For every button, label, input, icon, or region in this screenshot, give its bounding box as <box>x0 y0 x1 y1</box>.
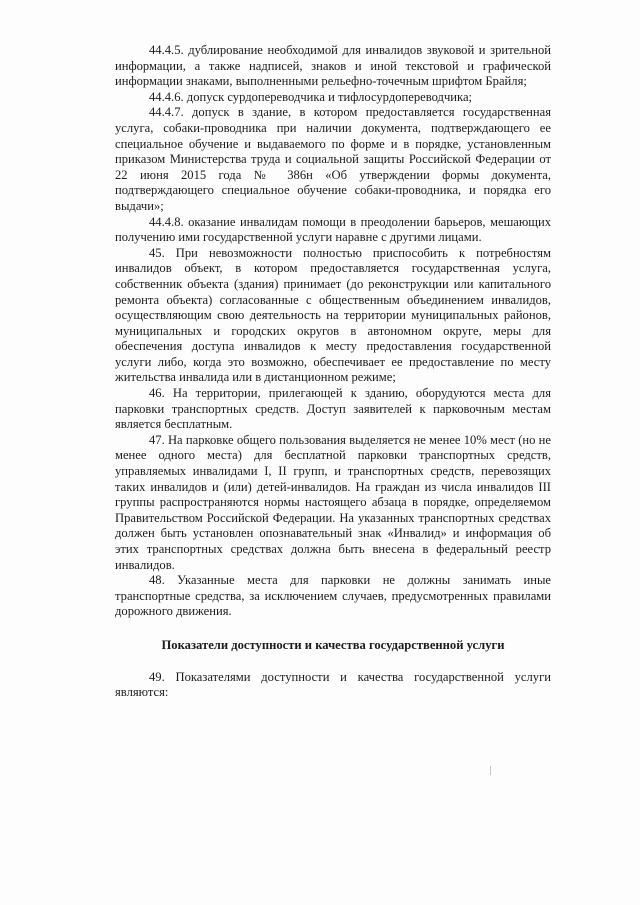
paragraph-44-4-8: 44.4.8. оказание инвалидам помощи в преодолении барьеров, мешающих получению ими государственной услуги наравне с другими лицами. <box>115 214 551 245</box>
paragraph-44-4-5: 44.4.5. дублирование необходимой для инвалидов звуковой и зрительной информации, а также надписей, знаков и иной текстовой и графической информации знаками, выполненными рельефно-точечным шрифтом Брайля; <box>115 43 551 89</box>
paragraph-47: 47. На парковке общего пользования выделяется не менее 10% мест (но не менее одного места) для бесплатной парковки транспортных средств, управляемых инвалидами I, II групп, и транспортных средств, перевозящих таких инвалидов и (или) детей-инвалидов. На граждан из числа инвалидов III группы распространяются нормы настоящего абзаца в порядке, определяемом Правительством Российской Федерации. На указанных транспортных средствах должен быть установлен опознавательный знак «Инвалид» и информация об этих транспортных средствах должна быть внесена в федеральный реестр инвалидов. <box>115 432 551 572</box>
paragraph-49: 49. Показателями доступности и качества государственной услуги являются: <box>115 669 551 700</box>
section-title: Показатели доступности и качества государственной услуги <box>161 637 505 652</box>
scan-artifact <box>490 766 491 775</box>
paragraph-44-4-6: 44.4.6. допуск сурдопереводчика и тифлосурдопереводчика; <box>149 89 473 104</box>
paragraph-48: 48. Указанные места для парковки не должны занимать иные транспортные средства, за исключением случаев, предусмотренных правилами дорожного движения. <box>115 573 551 619</box>
paragraph-44-4-7: 44.4.7. допуск в здание, в котором предоставляется государственная услуга, собаки-проводника при наличии документа, подтверждающего ее специальное обучение и выдаваемого по форме и в порядке, установленным приказом Министерства труда и социальной защиты Российской Федерации от 22 июня 2015 года № 386н «Об утверждении формы документа, подтверждающего специальное обучение собаки-проводника, и порядка его выдачи»; <box>115 105 551 213</box>
document-body <box>115 43 551 701</box>
paragraph-46: 46. На территории, прилегающей к зданию, оборудуются места для парковки транспортных средств. Доступ заявителей к парковочным местам является бесплатным. <box>115 386 551 432</box>
paragraph-45: 45. При невозможности полностью приспособить к потребностям инвалидов объект, в котором предоставляется государственная услуга, собственник объекта (здания) принимает (до реконструкции или капитального ремонта объекта) согласованные с общественным объединением инвалидов, осуществляющим свою деятельность на территории муниципальных районов, муниципальных и городских округов в автономном округе, меры для обеспечения доступа инвалидов к месту предоставления государственной услуги либо, когда это возможно, обеспечивает ее предоставление по месту жительства инвалида или в дистанционном режиме; <box>115 245 551 385</box>
